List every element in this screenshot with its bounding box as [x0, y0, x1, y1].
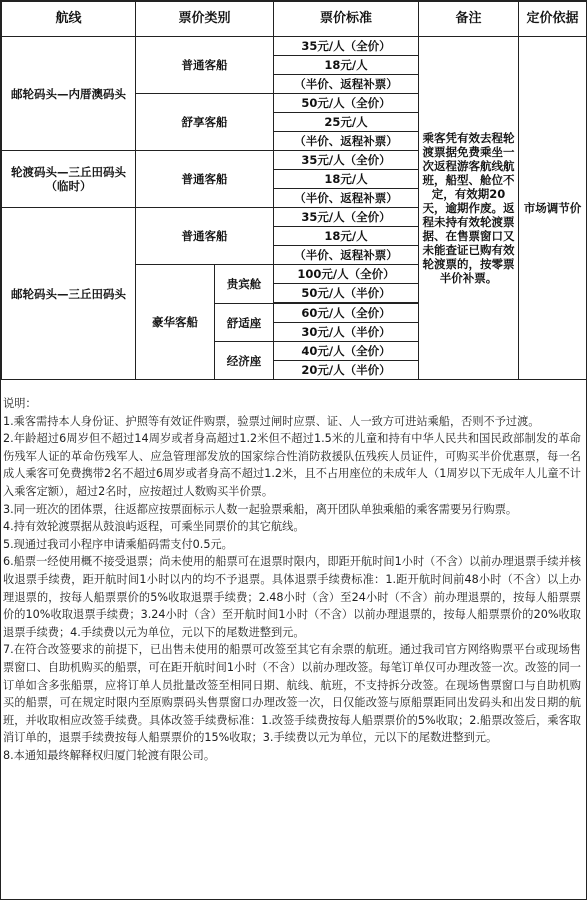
note-item: 3.同一班次的团体票，往返都应按票面标示人数一起验票乘船，离开团队单独乘船的乘客需要另行购票。 — [3, 502, 518, 516]
price-half-note: （半价、返程补票） — [274, 132, 419, 151]
remarks-cell: 乘客凭有效去程轮渡票据免费乘坐一次返程游客航线航班，船型、舱位不定，有效期20天，逾期作废。返程未持有效轮渡票据、在售票窗口又未能查证已购有效轮渡票的，按零票半价补票。 — [419, 37, 519, 380]
price-full: 35元/人（全价） — [274, 37, 419, 56]
notes-title: 说明： — [3, 397, 37, 410]
note-item: 4.持有效轮渡票据从鼓浪屿返程，可乘坐同票价的其它航线。 — [3, 520, 305, 534]
fare-class-cell: 豪华客船 — [136, 265, 215, 380]
fare-class-cell: 普通客船 — [136, 37, 274, 94]
fare-class-cell: 普通客船 — [136, 208, 274, 265]
cabin-cell: 经济座 — [215, 342, 274, 380]
price-half-note: （半价、返程补票） — [274, 189, 419, 208]
fare-class-cell: 普通客船 — [136, 151, 274, 208]
note-item: 5.现通过我司小程序申请乘船码需支付0.5元。 — [3, 537, 233, 551]
header-remarks: 备注 — [419, 2, 519, 37]
table-row — [2, 37, 587, 56]
price-full: 100元/人（全价） — [274, 265, 419, 284]
route-cell — [2, 151, 136, 208]
note-item: 1.乘客需持本人身份证、护照等有效证件购票，验票过闸时应票、证、人一致方可进站乘船，否则不予过渡。 — [3, 414, 540, 428]
pricing-basis-cell: 市场调节价 — [519, 37, 587, 380]
notes-section — [3, 395, 581, 764]
fare-class-cell: 舒享客船 — [136, 94, 274, 151]
note-item: 7.在符合改签要求的前提下，已出售未使用的船票可改签至其它有余票的航班。通过我司官方网络购票平台或现场售票窗口、自助机购买的船票，可在距开航时间1小时（不含）以前办理改签。每笔订单仅可办理改签一次。改签的同一订单如含多张船票，应将订单人员批量改签至相同日期、航线、航班，不支持拆分改签。在现场售票窗口与自助机购买的船票，可在规定时限内至原购票码头售票窗口办理改签一次，日仅能改签与原船票距同出发码头和出发日期的航班，并收取相应改签手续费。具体改签手续费标准：1.改签手续费按每人船票票价的5%收取；2.船票改签后，乘客取消订单的，退票手续费按每人船票票价的15%收取；3.手续费以元为单位，元以下的尾数进整到元。 — [3, 643, 581, 745]
price-half: 18元/人 — [274, 170, 419, 189]
fare-table — [1, 1, 587, 380]
header-pricing-basis: 定价依据 — [519, 2, 587, 37]
price-half-note: （半价、返程补票） — [274, 75, 419, 94]
cabin-cell: 舒适座 — [215, 304, 274, 342]
price-half: 18元/人 — [274, 56, 419, 75]
route-name: 轮渡码头—三丘田码头 — [11, 165, 126, 179]
route-cell: 邮轮码头—内厝澳码头 — [2, 37, 136, 151]
price-half-note: （半价、返程补票） — [274, 246, 419, 265]
price-half: 25元/人 — [274, 113, 419, 132]
price-full: 35元/人（全价） — [274, 208, 419, 227]
price-full: 35元/人（全价） — [274, 151, 419, 170]
note-item: 8.本通知最终解释权归厦门轮渡有限公司。 — [3, 748, 216, 762]
header-route: 航线 — [2, 2, 136, 37]
price-half: 18元/人 — [274, 227, 419, 246]
route-cell: 邮轮码头—三丘田码头 — [2, 208, 136, 380]
price-half: 50元/人（半价） — [274, 284, 419, 303]
route-note: （临时） — [45, 179, 92, 193]
price-full: 40元/人（全价） — [274, 342, 419, 361]
cabin-cell: 贵宾舱 — [215, 265, 274, 304]
note-item: 6.船票一经使用概不接受退票；尚未使用的船票可在退票时限内，即距开航时间1小时（不含）以前办理退票手续并核收退票手续费，距开航时间1小时以内的均不予退票。具体退票手续费标准：1.距开航时间前48小时（不含）以上办理退票的，按每人船票票价的5%收取退票手续费；2.48小时（含）至24小时（不含）前办理退票的，按每人船票票价的10%收取退票手续费；3.24小时（含）至开航时间1小时（不含）以前办理退票的，按每人船票票价的20%收取退票手续费；4.手续费以元为单位，元以下的尾数进整到元。 — [3, 555, 581, 639]
header-fare-class: 票价类别 — [136, 2, 274, 37]
price-full: 50元/人（全价） — [274, 94, 419, 113]
price-half: 20元/人（半价） — [274, 361, 419, 380]
price-full: 60元/人（全价） — [274, 304, 419, 323]
note-item: 2.年龄超过6周岁但不超过14周岁或者身高超过1.2米但不超过1.5米的儿童和持有中华人民共和国民政部制发的革命伤残军人证的革命伤残军人、应急管理部发放的国家综合性消防救援队伍残疾人员证件，可购买半价优惠票，每一名成人乘客可免费携带2名不超过6周岁或者身高不超过1.2米，且不占用座位的未成年人（1周岁以下无成年人儿童不计入乘客定额），超过2名时，应按超过人数购买半价票。 — [3, 432, 581, 498]
table-header-row — [2, 2, 587, 37]
header-fare-standard: 票价标准 — [274, 2, 419, 37]
price-half: 30元/人（半价） — [274, 323, 419, 342]
